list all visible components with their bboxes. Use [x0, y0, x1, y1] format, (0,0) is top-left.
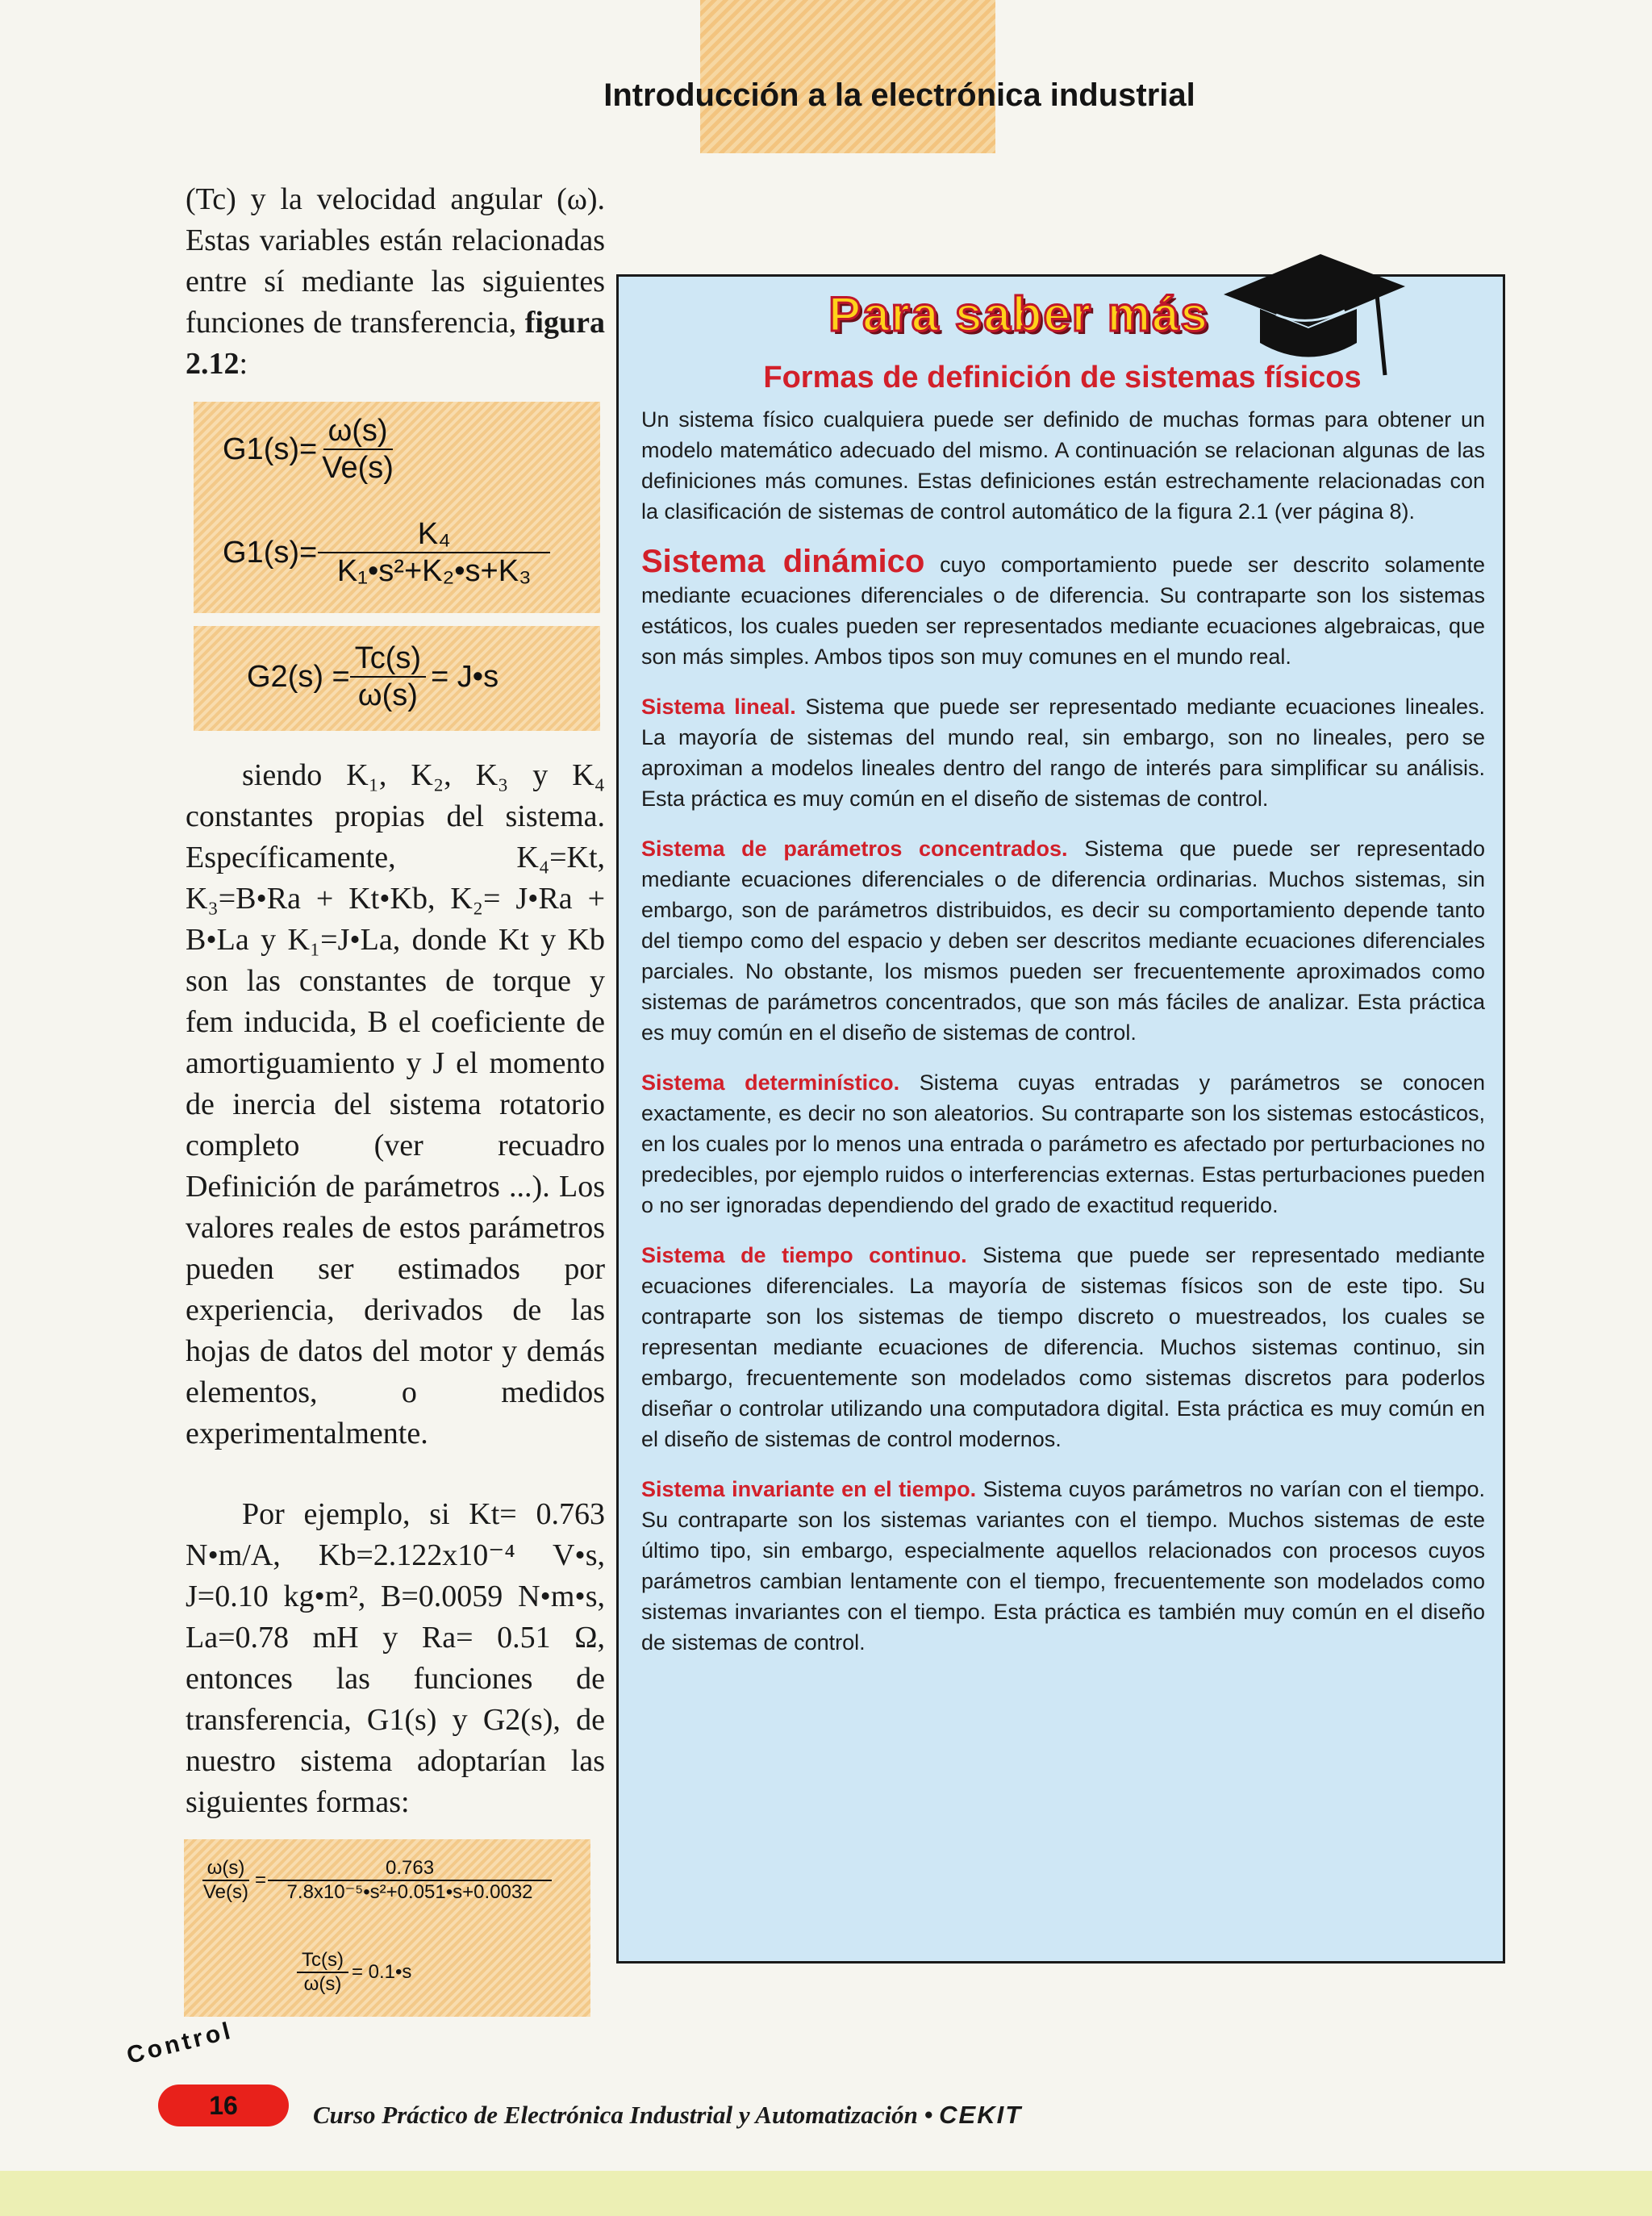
definition-linear [641, 691, 1485, 814]
formula-numerator: ω(s) [323, 413, 393, 450]
formula-lhs: G1(s)= [223, 536, 318, 570]
info-intro: Un sistema físico cualquiera puede ser definido de muchas formas para obtener un modelo matemático adecuado del mismo. A continuación se relacionan algunas de las definiciones más comunes. Estas definiciones están estrechamente relacionadas con la clasificación de sistemas de control automático de la figura 2.1 (ver página 8). [641, 407, 1485, 524]
formula-g1-omega [223, 413, 398, 486]
formula-g2 [247, 641, 499, 713]
footer-course [313, 2101, 1022, 2130]
formula-rhs: = J•s [431, 660, 499, 694]
definition-concentrated [641, 833, 1485, 1048]
formula-box-g1 [194, 402, 600, 613]
term-label: Sistema dinámico [641, 544, 925, 579]
formula-rhs: = 0.1•s [351, 1961, 412, 1983]
term-label: Sistema de parámetros concentrados. [641, 837, 1068, 861]
page-bottom-band [0, 2171, 1652, 2216]
running-header: Introducción a la electrónica industrial [603, 77, 1195, 113]
info-box-para-saber-mas [616, 274, 1505, 1964]
formula-numerator: Tc(s) [350, 641, 426, 678]
formula-box-example [184, 1839, 590, 2017]
header-stripe [700, 0, 995, 153]
definition-continuous-time [641, 1240, 1485, 1454]
brand-logo: CEKIT [939, 2101, 1023, 2129]
formula-g1-k [223, 516, 551, 589]
left-paragraph-2 [186, 755, 605, 1454]
formula-denominator: Ve(s) [322, 451, 394, 485]
term-text: cuyo comportamiento puede ser descrito solamente mediante ecuaciones diferenciales o de diferencia. Su contraparte son los sistemas estáticos, los cuales pueden ser representados mediante ecuaciones algebraicas, que son más simples. Ambos tipos son muy comunes en el mundo real. [641, 553, 1485, 669]
term-text: Sistema que puede ser representado mediante ecuaciones diferenciales o de diferencia ordinarias. Muchos sistemas, sin embargo, son de parámetros distribuidos, es decir su comportamiento depende tanto del tiempo como del espacio y deben ser descritos mediante ecuaciones diferenciales parciales. No obstante, los mismos pueden ser frecuentemente aproximados como sistemas de parámetros concentrados, que son más fáciles de analizar. Esta práctica es muy común en el diseño de sistemas de control. [641, 837, 1485, 1045]
formula-eq: = [255, 1869, 267, 1891]
term-text: Sistema que puede ser representado mediante ecuaciones lineales. La mayoría de sistemas del mundo real, sin embargo, son no lineales, pero se aproximan a modelos lineales dentro del rango de interés para simplificar su análisis. Esta práctica es muy común en el diseño de sistemas de control. [641, 695, 1485, 811]
formula-lhs: G1(s)= [223, 432, 318, 466]
formula-box-g2 [194, 626, 600, 731]
formula-denominator: 7.8x10⁻⁵•s²+0.051•s+0.0032 [286, 1881, 533, 1903]
formula-denominator: Ve(s) [203, 1881, 249, 1903]
formula-example-g1 [198, 1857, 552, 1904]
formula-lhs: G2(s) = [247, 660, 350, 694]
term-label: Sistema determinístico. [641, 1070, 900, 1095]
formula-numerator: 0.763 [268, 1857, 552, 1881]
definition-deterministic [641, 1067, 1485, 1221]
left-paragraph-1 [186, 179, 605, 385]
term-text: Sistema que puede ser representado mediante ecuaciones diferenciales. La mayoría de sistemas físicos son de este tipo. Su contraparte son los sistemas de tiempo discreto o muestreados, los cuales se representan mediante ecuaciones de diferencia. Muchos sistemas continuo, sin embargo, frecuentemente son modelados como sistemas discretos para poderlos diseñar o controlar utilizando una computadora digital. Esta práctica es muy común en el diseño de sistemas de control modernos. [641, 1243, 1485, 1451]
term-text: Sistema cuyas entradas y parámetros se conocen exactamente, es decir no son aleatorios. Su contraparte son los sistemas estocásticos, en los cuales por lo menos una entrada o parámetro es afectado por perturbaciones no predecibles, por ejemplo ruidos o interferencias externas. Estas perturbaciones pueden o no ser ignoradas dependiendo del grado de exactitud requerido. [641, 1070, 1485, 1217]
formula-numerator: K₄ [318, 516, 550, 553]
formula-denominator: ω(s) [303, 1973, 342, 1995]
formula-numerator: ω(s) [202, 1857, 250, 1881]
formula-numerator: Tc(s) [297, 1949, 348, 1973]
info-box-heading: Para saber más [828, 287, 1209, 341]
left-p1-end: : [239, 347, 248, 381]
formula-denominator: ω(s) [357, 678, 418, 712]
page-number: 16 [158, 2085, 289, 2126]
definition-time-invariant [641, 1474, 1485, 1658]
term-label: Sistema lineal. [641, 695, 796, 719]
term-label: Sistema de tiempo continuo. [641, 1243, 967, 1267]
term-label: Sistema invariante en el tiempo. [641, 1477, 977, 1501]
left-p3-text: Por ejemplo, si Kt= 0.763 N•m/A, Kb=2.122x10⁻⁴ V•s, J=0.10 kg•m², B=0.0059 N•m•s, La=0.78 mH y Ra= 0.51 Ω, entonces las funciones de transferencia, G1(s) y G2(s), de nuestro sistema adoptarían las siguientes formas: [186, 1497, 605, 1819]
formula-denominator: K₁•s²+K₂•s+K₃ [336, 554, 532, 588]
control-label: Control [123, 2017, 236, 2070]
info-box-body [641, 404, 1485, 1677]
info-box-subtitle: Formas de definición de sistemas físicos [763, 361, 1362, 394]
term-text: Sistema cuyos parámetros no varían con el tiempo. Su contraparte son los sistemas variantes con el tiempo. Muchos sistemas de este último tipo, sin embargo, especialmente aquellos relacionados con procesos cuyos parámetros cambian lentamente con el tiempo, frecuentemente son modelados como sistemas invariantes con el tiempo. Esta práctica es también muy común en el diseño de sistemas de control. [641, 1477, 1485, 1655]
left-paragraph-3 [186, 1494, 605, 1823]
footer-course-title: Curso Práctico de Electrónica Industrial y Automatización • [313, 2101, 933, 2129]
left-p2-text: siendo K₁, K₂, K₃ y K₄ constantes propias del sistema. Específicamente, K₄=Kt, K₃=B•Ra + Kt•Kb, K₂= J•Ra + B•La y K₁=J•La, donde Kt y Kb son las constantes de torque y fem inducida, B el coeficiente de amortiguamiento y J el momento de inercia del sistema rotatorio completo (ver recuadro Definición de parámetros ...). Los valores reales de estos parámetros pueden ser estimados por experiencia, derivados de las hojas de datos del motor y demás elementos, o medidos experimentalmente. [186, 758, 605, 1450]
figure-reference: figura 2.12 [186, 306, 605, 381]
definition-dynamic [641, 546, 1485, 672]
left-p1-text: (Tc) y la velocidad angular (ω). Estas variables están relacionadas entre sí mediante las siguientes funciones de transferencia, [186, 182, 605, 340]
formula-example-g2 [297, 1949, 411, 1996]
